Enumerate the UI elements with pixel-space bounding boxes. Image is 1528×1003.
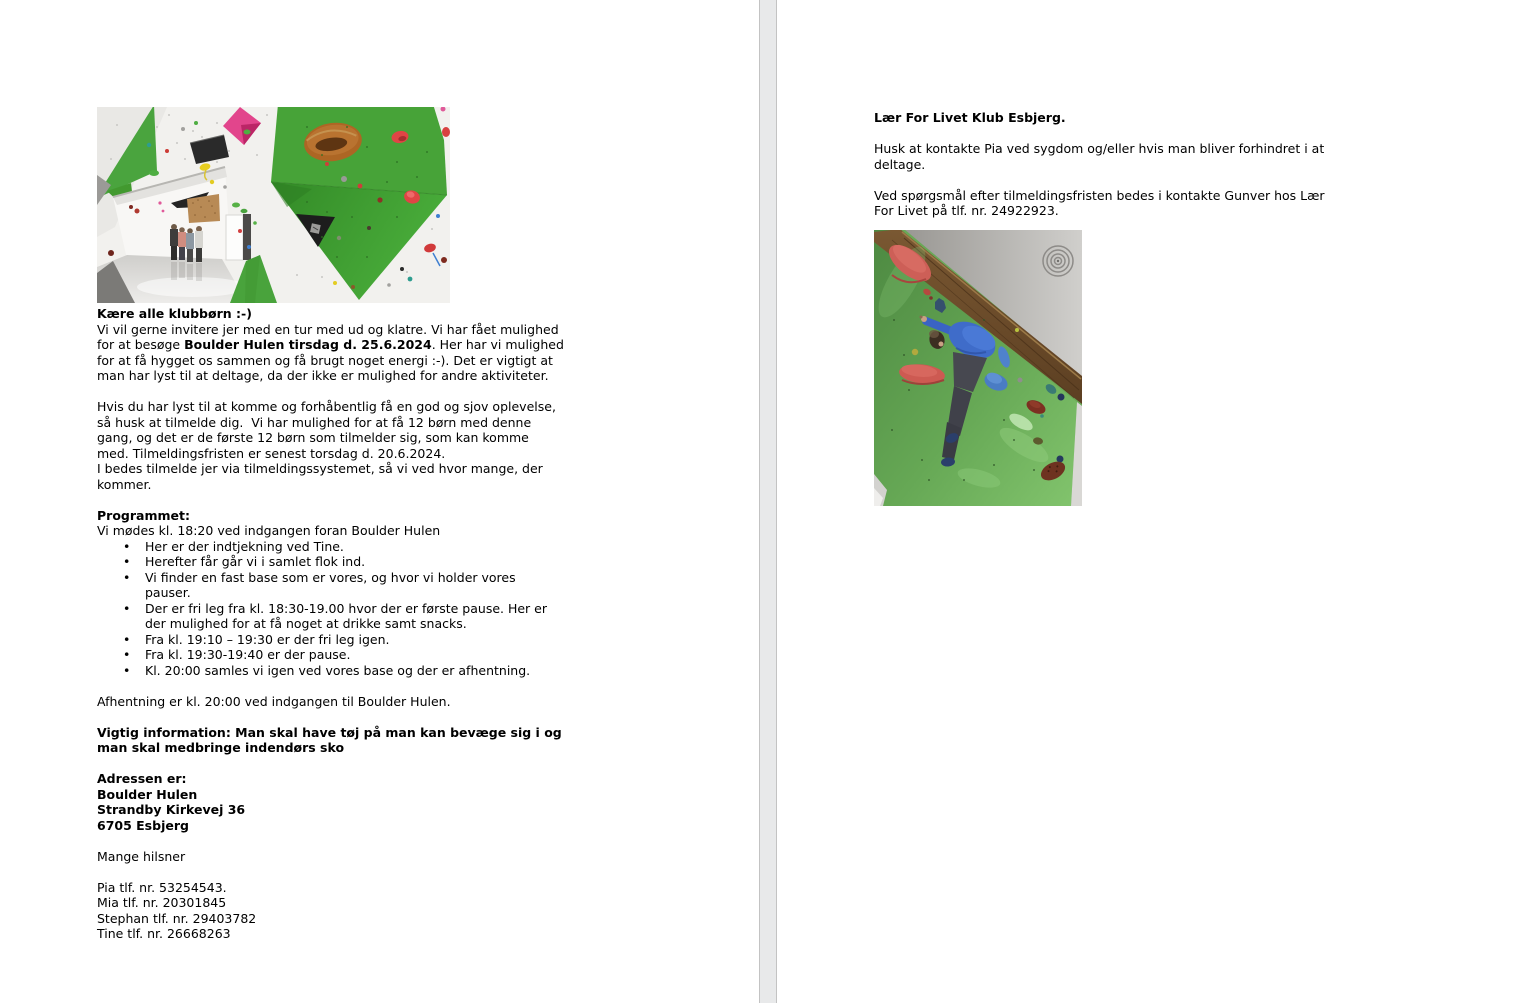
club-heading: Lær For Livet Klub Esbjerg. xyxy=(874,110,1066,125)
blank-line xyxy=(97,678,637,694)
contact-line-4: Tine tlf. nr. 26668263 xyxy=(97,926,231,941)
bouldering-gym-photo xyxy=(97,107,450,303)
questions-line-1: Ved spørgsmål efter tilmeldingsfristen bedes i kontakte Gunver hos Lær xyxy=(874,187,1325,203)
intro-line-2-pre: for at besøge xyxy=(97,337,185,352)
address-heading: Adressen er: xyxy=(97,771,187,786)
program-intro: Vi mødes kl. 18:20 ved indgangen foran Boulder Hulen xyxy=(97,523,441,538)
program-bullet-5: • Fra kl. 19:10 – 19:30 er der fri leg igen. xyxy=(97,632,637,648)
greeting-heading: Kære alle klubbørn :-) xyxy=(97,306,252,321)
blank-line xyxy=(97,384,637,400)
signup-line-3: gang, og det er de første 12 børn som tilmelder sig, som kan komme xyxy=(97,430,529,445)
page-gutter xyxy=(759,0,777,1003)
pickup-line: Afhentning er kl. 20:00 ved indgangen til Boulder Hulen. xyxy=(97,693,451,709)
contact-line-3: Stephan tlf. nr. 29403782 xyxy=(97,910,257,926)
closing-line: Mange hilsner xyxy=(97,848,186,864)
page-1-content xyxy=(97,107,637,942)
page-2 xyxy=(777,0,1528,1003)
signup-line-6: kommer. xyxy=(97,476,152,492)
program-bullet-3: • Vi finder en fast base som er vores, og hvor vi holder vores pauser. xyxy=(97,570,637,601)
child-climbing-wall-photo xyxy=(874,230,1082,506)
page-1 xyxy=(0,0,759,1003)
blank-line xyxy=(97,756,637,772)
signup-line-2: så husk at tilmelde dig. Vi har mulighed for at få 12 børn med denne xyxy=(97,414,532,430)
questions-line-2: For Livet på tlf. nr. 24922923. xyxy=(874,203,1059,218)
contact-line-1: Pia tlf. nr. 53254543. xyxy=(97,879,227,895)
program-bullet-7: • Kl. 20:00 samles vi igen ved vores base og der er afhentning. xyxy=(97,663,637,679)
blank-line xyxy=(874,172,1414,188)
reminder-line-1: Husk at kontakte Pia ved sygdom og/eller hvis man bliver forhindret i at xyxy=(874,141,1325,156)
page-2-content xyxy=(874,110,1414,506)
blank-line xyxy=(97,864,637,880)
intro-line-4: man har lyst til at deltage, da der ikke er mulighed for andre aktiviteter. xyxy=(97,368,549,383)
intro-line-2-post: . Her har vi mulighed xyxy=(431,337,564,352)
signup-line-4: med. Tilmeldingsfristen er senest torsdag d. 20.6.2024. xyxy=(97,445,446,461)
program-bullet-6: • Fra kl. 19:30-19:40 er der pause. xyxy=(97,647,637,663)
signup-line-5: I bedes tilmelde jer via tilmeldingssystemet, så vi ved hvor mange, der xyxy=(97,461,543,476)
important-line-2: man skal medbringe indendørs sko xyxy=(97,740,345,755)
intro-line-3: for at få hygget os sammen og få brugt noget energi :-). Det er vigtigt at xyxy=(97,352,553,368)
signup-line-1: Hvis du har lyst til at komme og forhåbentlig få en god og sjov oplevelse, xyxy=(97,399,556,414)
address-line-2: Strandby Kirkevej 36 xyxy=(97,802,246,817)
intro-line-2 xyxy=(97,337,637,353)
reminder-line-2: deltage. xyxy=(874,156,926,172)
event-date-bold: Boulder Hulen tirsdag d. 25.6.2024 xyxy=(184,337,432,352)
intro-line-1: Vi vil gerne invitere jer med en tur med ud og klatre. Vi har fået mulighed xyxy=(97,321,559,337)
program-bullet-4: • Der er fri leg fra kl. 18:30-19.00 hvor der er første pause. Her er der mulighed for at få noget at drikke samt snacks. xyxy=(97,601,637,632)
blank-line xyxy=(97,492,637,508)
contact-line-2: Mia tlf. nr. 20301845 xyxy=(97,895,227,910)
address-line-3: 6705 Esbjerg xyxy=(97,817,189,833)
blank-line xyxy=(97,709,637,725)
program-bullet-1: • Her er der indtjekning ved Tine. xyxy=(97,539,637,555)
program-heading: Programmet: xyxy=(97,507,190,523)
blank-line xyxy=(97,833,637,849)
address-line-1: Boulder Hulen xyxy=(97,786,198,802)
important-line-1: Vigtig information: Man skal have tøj på man kan bevæge sig i og xyxy=(97,724,562,740)
blank-line xyxy=(874,126,1414,142)
program-bullet-2: • Herefter får går vi i samlet flok ind. xyxy=(97,554,637,570)
